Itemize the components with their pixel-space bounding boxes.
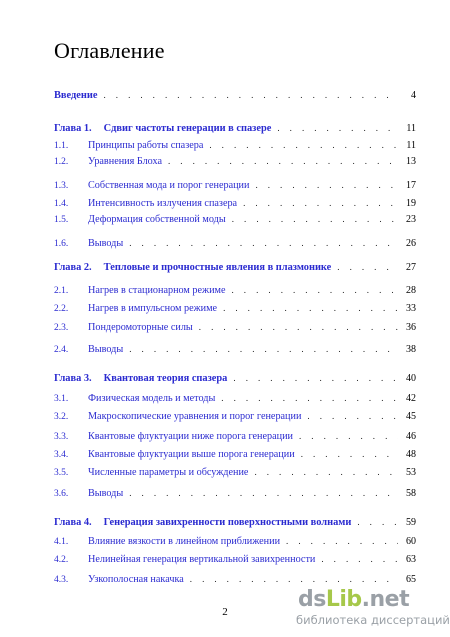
toc-page-number: 58: [406, 488, 416, 499]
toc-entry-title: Влияние вязкости в линейном приближении: [88, 536, 281, 547]
toc-entry-number: 1.5.: [54, 215, 69, 225]
toc-section-link[interactable]: [54, 214, 416, 228]
toc-entry-number: 2.1.: [54, 286, 69, 296]
toc-section-link[interactable]: [54, 393, 416, 407]
toc-chapter-link[interactable]: [54, 90, 416, 104]
toc-page-number: 59: [406, 517, 416, 528]
toc-page-number: 40: [406, 373, 416, 384]
dot-leader: [223, 303, 398, 313]
toc-entry-number: 2.4.: [54, 345, 69, 355]
toc-entry-number: 1.4.: [54, 199, 69, 209]
toc-entry-number: 4.2.: [54, 555, 69, 565]
dot-leader: [232, 285, 399, 295]
toc-page-number: 45: [406, 411, 416, 422]
toc-entry-number: 3.6.: [54, 489, 69, 499]
dot-leader: [299, 431, 398, 441]
toc-entry-number: 1.2.: [54, 157, 69, 167]
toc-page-number: 48: [406, 449, 416, 460]
toc-entry-title: Квантовые флуктуации ниже порога генерации: [88, 431, 293, 442]
toc-entry-title: Численные параметры и обсуждение: [88, 467, 249, 478]
dot-leader: [301, 449, 398, 459]
toc-entry-title: Введение: [54, 90, 98, 101]
toc-entry-title: Выводы: [88, 344, 124, 355]
toc-entry-number: 3.1.: [54, 394, 69, 404]
dot-leader: [243, 198, 398, 208]
toc-heading: Оглавление: [54, 38, 165, 63]
toc-entry-number: 2.3.: [54, 323, 69, 333]
toc-entry-title: Узкополосная накачка: [88, 574, 184, 585]
toc-entry-title: Собственная мода и порог генерации: [88, 180, 250, 191]
toc-chapter-link[interactable]: [54, 123, 416, 137]
toc-entry-number: 2.2.: [54, 304, 69, 314]
toc-page-number: 53: [406, 467, 416, 478]
toc-page-number: 65: [406, 574, 416, 585]
toc-entry-title: Макроскопические уравнения и порог генерации: [88, 411, 302, 422]
toc-page-number: 13: [406, 156, 416, 167]
toc-entry-title: Нагрев в стационарном режиме: [88, 285, 226, 296]
toc-entry-number: 1.6.: [54, 239, 69, 249]
toc-entry-title: Физическая модель и методы: [88, 393, 216, 404]
watermark-logo: dsLib.net: [298, 587, 410, 612]
toc-page-number: 17: [406, 180, 416, 191]
dot-leader: [103, 90, 398, 100]
dot-leader: [129, 488, 398, 498]
dot-leader: [199, 322, 398, 332]
toc-section-link[interactable]: [54, 431, 416, 445]
dot-leader: [129, 238, 398, 248]
toc-entry-number: Глава 1.: [54, 123, 92, 134]
toc-page-number: 63: [406, 554, 416, 565]
toc-entry-number: Глава 3.: [54, 373, 92, 384]
toc-entry-number: 1.3.: [54, 181, 69, 191]
toc-page-number: 27: [406, 262, 416, 273]
dot-leader: [357, 517, 398, 527]
toc-entry-title: Выводы: [88, 488, 124, 499]
toc-section-link[interactable]: [54, 467, 416, 481]
dot-leader: [233, 373, 398, 383]
toc-page-number: 36: [406, 322, 416, 333]
toc-entry-title: Нагрев в импульсном режиме: [88, 303, 218, 314]
dot-leader: [255, 180, 398, 190]
toc-section-link[interactable]: [54, 554, 416, 568]
toc-entry-title: Нелинейная генерация вертикальной завихренности: [88, 554, 316, 565]
toc-section-link[interactable]: [54, 536, 416, 550]
toc-entry-title: Сдвиг частоты генерации в спазере: [103, 123, 272, 134]
toc-page-number: 4: [411, 90, 416, 101]
watermark: [292, 585, 450, 633]
toc-section-link[interactable]: [54, 303, 416, 317]
toc-entry-title: Квантовая теория спазера: [103, 373, 228, 384]
toc-section-link[interactable]: [54, 198, 416, 212]
dot-leader: [277, 123, 398, 133]
toc-section-link[interactable]: [54, 411, 416, 425]
toc-entry-number: 3.4.: [54, 450, 69, 460]
toc-page-number: 28: [406, 285, 416, 296]
toc-entry-title: Генерация завихренности поверхностными волнами: [103, 517, 352, 528]
dot-leader: [221, 393, 398, 403]
dot-leader: [209, 140, 398, 150]
toc-entry-number: Глава 2.: [54, 262, 92, 273]
toc-section-link[interactable]: [54, 449, 416, 463]
toc-page-number: 38: [406, 344, 416, 355]
toc-section-link[interactable]: [54, 238, 416, 252]
toc-entry-number: 3.5.: [54, 468, 69, 478]
toc-page-number: 42: [406, 393, 416, 404]
toc-page-number: 19: [406, 198, 416, 209]
dot-leader: [232, 214, 398, 224]
dot-leader: [286, 536, 398, 546]
toc-entry-title: Тепловые и прочностные явления в плазмонике: [103, 262, 332, 273]
toc-chapter-link[interactable]: [54, 262, 416, 276]
toc-chapter-link[interactable]: [54, 517, 416, 531]
toc-page-number: 23: [406, 214, 416, 225]
dot-leader: [254, 467, 398, 477]
dot-leader: [129, 344, 398, 354]
toc-chapter-link[interactable]: [54, 373, 416, 387]
toc-entry-title: Пондеромоторные силы: [88, 322, 193, 333]
toc-entry-number: 4.1.: [54, 537, 69, 547]
toc-page-number: 60: [406, 536, 416, 547]
toc-section-link[interactable]: [54, 322, 416, 336]
toc-section-link[interactable]: [54, 285, 416, 299]
dot-leader: [321, 554, 398, 564]
dot-leader: [168, 156, 398, 166]
dot-leader: [190, 574, 398, 584]
toc-section-link[interactable]: [54, 180, 416, 194]
toc-page-number: 11: [406, 123, 416, 134]
toc-entry-number: 3.2.: [54, 412, 69, 422]
toc-entry-number: 3.3.: [54, 432, 69, 442]
toc-page-number: 26: [406, 238, 416, 249]
toc-section-link[interactable]: [54, 488, 416, 502]
page-number: 2: [222, 606, 228, 618]
toc-entry-number: 1.1.: [54, 141, 69, 151]
toc-entry-title: Уравнения Блоха: [88, 156, 162, 167]
toc-entry-number: Глава 4.: [54, 517, 92, 528]
toc-page-number: 33: [406, 303, 416, 314]
toc-page-number: 11: [406, 140, 416, 151]
toc-section-link[interactable]: [54, 344, 416, 358]
toc-entry-title: Квантовые флуктуации выше порога генерации: [88, 449, 295, 460]
toc-section-link[interactable]: [54, 140, 416, 154]
toc-entry-title: Выводы: [88, 238, 124, 249]
toc-page-number: 46: [406, 431, 416, 442]
dot-leader: [337, 262, 398, 272]
toc-entry-title: Интенсивность излучения спазера: [88, 198, 238, 209]
toc-entry-title: Принципы работы спазера: [88, 140, 204, 151]
toc-section-link[interactable]: [54, 156, 416, 170]
dot-leader: [307, 411, 398, 421]
toc-entry-number: 4.3.: [54, 575, 69, 585]
toc-entry-title: Деформация собственной моды: [88, 214, 226, 225]
watermark-subtitle: библиотека диссертаций: [296, 613, 450, 627]
